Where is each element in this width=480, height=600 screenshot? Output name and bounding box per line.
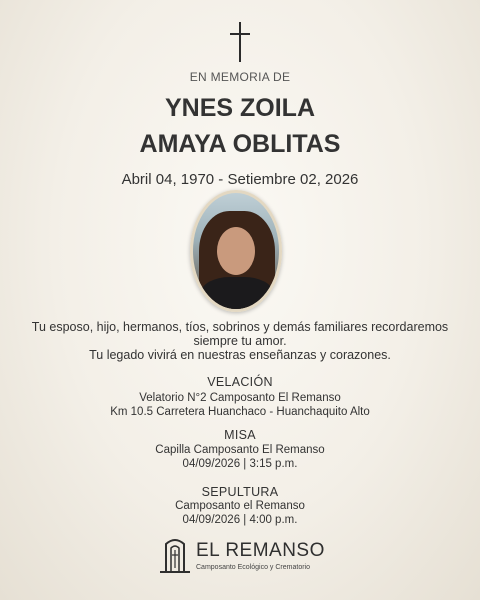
misa-title: MISA <box>224 428 256 442</box>
family-message <box>20 320 460 362</box>
logo-subtitle: Camposanto Ecológico y Crematorio <box>196 564 310 571</box>
remanso-logo-icon <box>160 534 190 574</box>
sepultura-line: 04/09/2026 | 4:00 p.m. <box>182 514 298 526</box>
velacion-line: Km 10.5 Carretera Huanchaco - Huanchaquito Alto <box>110 406 370 418</box>
logo-name: EL REMANSO <box>196 540 325 561</box>
deceased-name-line2: AMAYA OBLITAS <box>139 130 341 158</box>
memoria-label: EN MEMORIA DE <box>189 70 291 84</box>
message-line: Tu esposo, hijo, hermanos, tíos, sobrinos y demás familiares recordaremos <box>31 320 449 334</box>
velacion-line: Velatorio N°2 Camposanto El Remanso <box>139 392 341 404</box>
message-line: siempre tu amor. <box>193 334 287 348</box>
sepultura-title: SEPULTURA <box>201 485 279 499</box>
misa-line: 04/09/2026 | 3:15 p.m. <box>182 458 298 470</box>
misa-line: Capilla Camposanto El Remanso <box>155 444 325 456</box>
message-line: Tu legado vivirá en nuestras enseñanzas y corazones. <box>89 348 391 362</box>
cross-icon <box>227 22 253 62</box>
el-remanso-logo <box>160 534 330 578</box>
life-dates: Abril 04, 1970 - Setiembre 02, 2026 <box>121 171 359 188</box>
portrait-photo <box>190 190 282 312</box>
deceased-name-line1: YNES ZOILA <box>164 94 315 122</box>
velacion-title: VELACIÓN <box>207 375 273 389</box>
sepultura-line: Camposanto el Remanso <box>175 500 305 512</box>
